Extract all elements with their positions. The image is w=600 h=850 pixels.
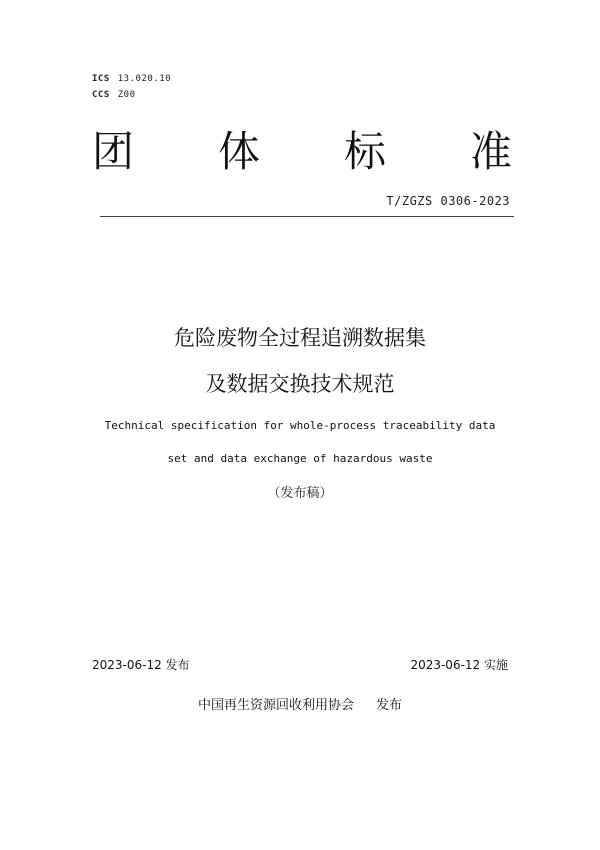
publish-date: 2023-06-12 发布 (92, 658, 190, 672)
ccs-label: CCS (92, 90, 110, 100)
publisher (0, 694, 600, 713)
ics-code (92, 74, 171, 84)
standard-type-heading (92, 122, 512, 182)
english-title-line-1: Technical specification for whole-process traceability data (104, 419, 496, 432)
standard-number: T/ZGZS 0306-2023 (386, 194, 510, 208)
english-title-line-2: set and data exchange of hazardous waste (167, 452, 433, 465)
standard-type-char-1: 团 (92, 127, 135, 176)
standard-type-char-4: 准 (469, 127, 512, 176)
standard-type-char-2: 体 (217, 127, 260, 176)
implement-date: 2023-06-12 实施 (410, 658, 508, 672)
header-divider (100, 216, 514, 217)
standard-type-char-3: 标 (343, 127, 386, 176)
chinese-title-line-1: 危险废物全过程追溯数据集 (174, 326, 426, 350)
draft-status: （发布稿） (267, 486, 333, 501)
publisher-suffix: 发布 (376, 698, 403, 713)
ics-value: 13.020.10 (117, 74, 172, 84)
publisher-name: 中国再生资源回收利用协会 (197, 698, 354, 713)
chinese-title-line-2: 及数据交换技术规范 (205, 372, 395, 396)
ccs-code (92, 90, 136, 100)
ics-label: ICS (92, 74, 110, 84)
ccs-value: Z00 (117, 90, 136, 100)
